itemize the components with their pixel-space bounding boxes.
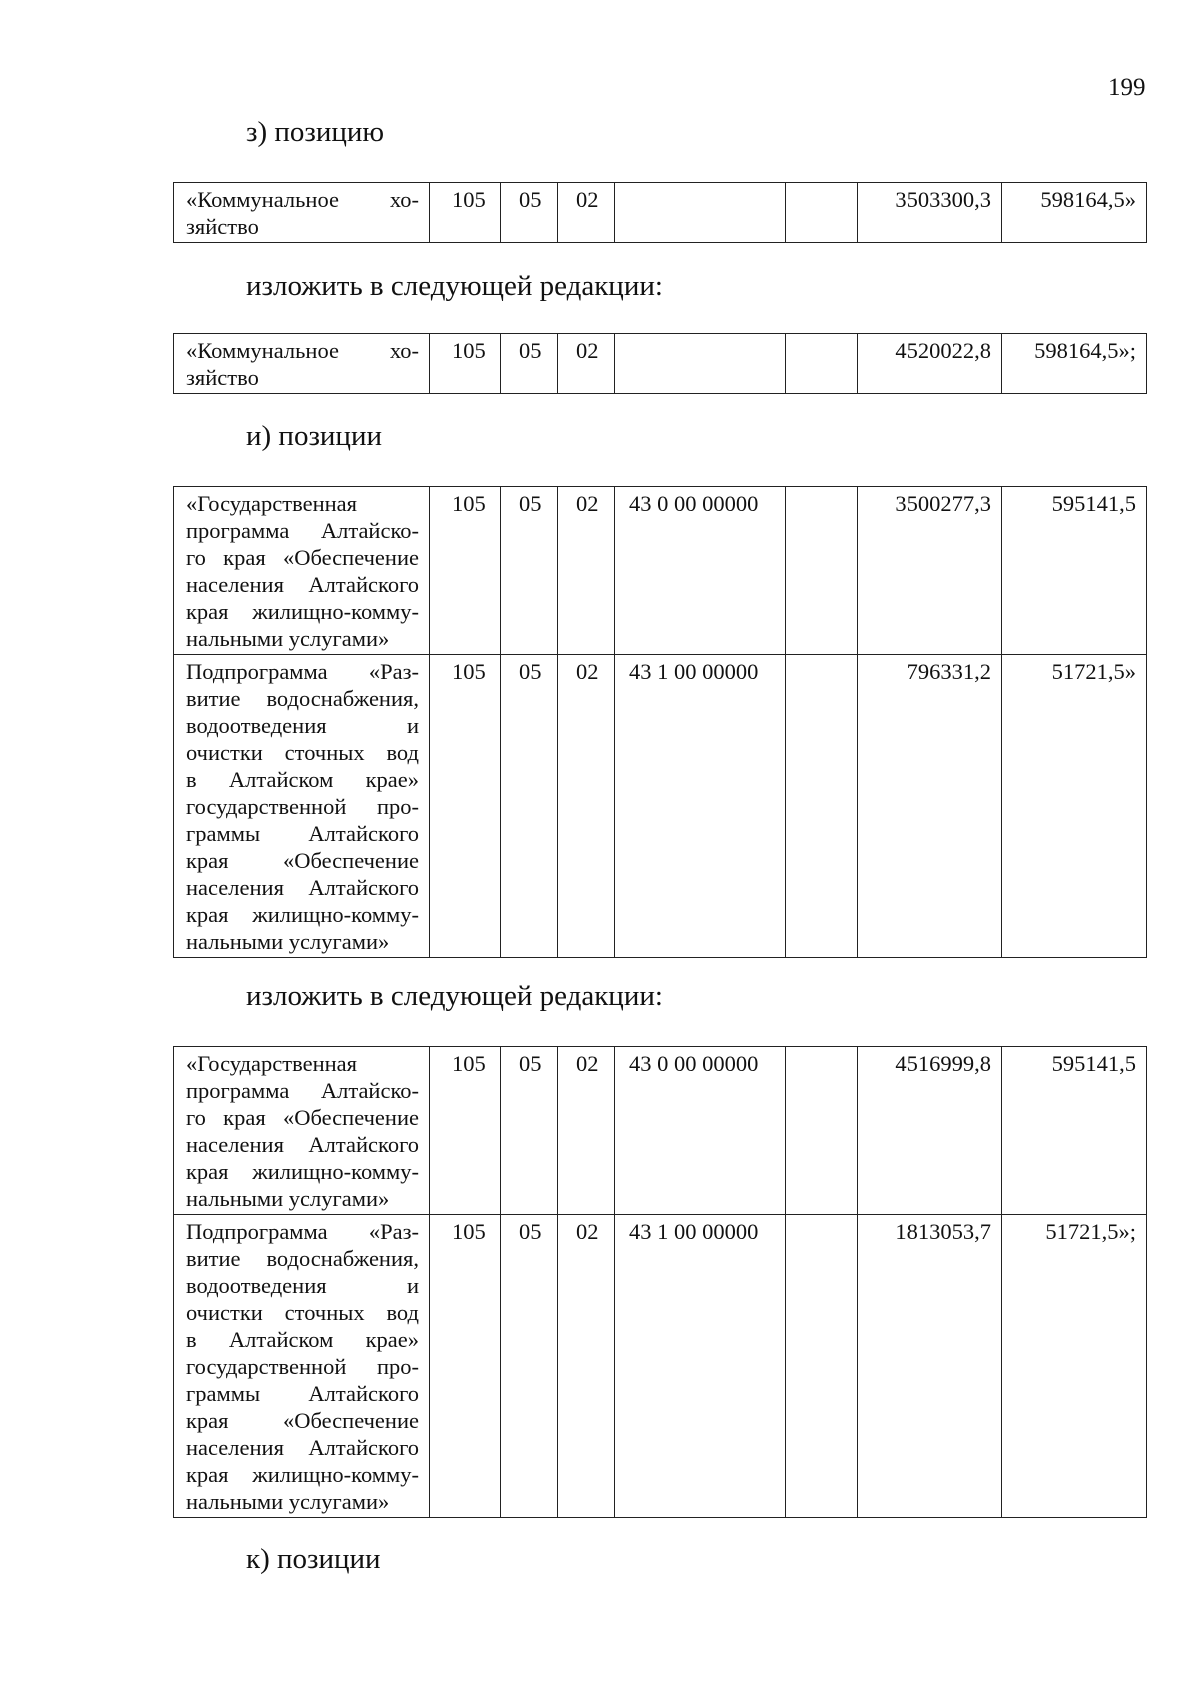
position-name-line: края жилищно-комму- — [186, 1462, 419, 1487]
budget-table — [173, 333, 1147, 394]
section-code-cell: 05 — [501, 487, 558, 655]
position-name-line: программа Алтайско- — [186, 1078, 419, 1103]
position-name-cell — [174, 183, 430, 243]
position-name-line: нальными услугами» — [186, 929, 390, 954]
position-name-line: витие водоснабжения, — [186, 686, 419, 711]
table-row — [174, 1215, 1147, 1518]
section-heading: изложить в следующей редакции: — [246, 270, 663, 302]
position-name-line: государственной про- — [186, 794, 419, 819]
section-code-cell: 05 — [501, 1215, 558, 1518]
section-heading: и) позиции — [246, 420, 382, 452]
position-name-line: водоотведения и — [186, 713, 419, 738]
budget-table — [173, 1046, 1147, 1518]
expense-type-cell — [786, 334, 858, 394]
amount-federal-cell: 595141,5 — [1002, 487, 1147, 655]
position-name-line: края жилищно-комму- — [186, 902, 419, 927]
section-heading: к) позиции — [246, 1543, 381, 1575]
page-number: 199 — [1108, 74, 1146, 101]
ministry-code-cell: 105 — [430, 655, 501, 958]
position-name-line: очистки сточных вод — [186, 740, 419, 765]
amount-total-cell: 3500277,3 — [858, 487, 1002, 655]
position-name-line: водоотведения и — [186, 1273, 419, 1298]
position-name-cell — [174, 1215, 430, 1518]
position-name-line: «Коммунальное хо- — [186, 187, 419, 212]
expense-type-cell — [786, 655, 858, 958]
section-heading: изложить в следующей редакции: — [246, 980, 663, 1012]
amount-total-cell: 3503300,3 — [858, 183, 1002, 243]
amount-federal-cell: 51721,5»; — [1002, 1215, 1147, 1518]
position-name-line: края «Обеспечение — [186, 848, 419, 873]
position-name-line: края «Обеспечение — [186, 1408, 419, 1433]
position-name-line: Подпрограмма «Раз- — [186, 659, 419, 684]
expense-type-cell — [786, 183, 858, 243]
position-name-line: Подпрограмма «Раз- — [186, 1219, 419, 1244]
target-article-cell — [615, 183, 786, 243]
position-name-line: населения Алтайского — [186, 572, 419, 597]
target-article-cell: 43 0 00 00000 — [615, 487, 786, 655]
target-article-cell: 43 1 00 00000 — [615, 655, 786, 958]
subsection-code-cell: 02 — [558, 655, 615, 958]
position-name-line: нальными услугами» — [186, 1489, 390, 1514]
position-name-line: в Алтайском крае» — [186, 767, 419, 792]
section-code-cell: 05 — [501, 655, 558, 958]
position-name-line: населения Алтайского — [186, 1435, 419, 1460]
position-name-line: граммы Алтайского — [186, 1381, 419, 1406]
expense-type-cell — [786, 487, 858, 655]
table-row — [174, 655, 1147, 958]
table-row — [174, 183, 1147, 243]
position-name-line: края жилищно-комму- — [186, 599, 419, 624]
position-name-cell — [174, 1047, 430, 1215]
expense-type-cell — [786, 1215, 858, 1518]
ministry-code-cell: 105 — [430, 487, 501, 655]
section-code-cell: 05 — [501, 334, 558, 394]
subsection-code-cell: 02 — [558, 1215, 615, 1518]
table-row — [174, 334, 1147, 394]
position-name-line: витие водоснабжения, — [186, 1246, 419, 1271]
subsection-code-cell: 02 — [558, 1047, 615, 1215]
position-name-line: населения Алтайского — [186, 1132, 419, 1157]
position-name-line: в Алтайском крае» — [186, 1327, 419, 1352]
position-name-line: населения Алтайского — [186, 875, 419, 900]
target-article-cell: 43 1 00 00000 — [615, 1215, 786, 1518]
budget-table — [173, 182, 1147, 243]
table-row — [174, 487, 1147, 655]
position-name-line: зяйство — [186, 365, 259, 390]
position-name-line: «Коммунальное хо- — [186, 338, 419, 363]
position-name-cell — [174, 655, 430, 958]
ministry-code-cell: 105 — [430, 334, 501, 394]
position-name-line: программа Алтайско- — [186, 518, 419, 543]
amount-federal-cell: 51721,5» — [1002, 655, 1147, 958]
position-name-cell — [174, 487, 430, 655]
position-name-line: государственной про- — [186, 1354, 419, 1379]
amount-total-cell: 4516999,8 — [858, 1047, 1002, 1215]
position-name-line: очистки сточных вод — [186, 1300, 419, 1325]
section-code-cell: 05 — [501, 183, 558, 243]
subsection-code-cell: 02 — [558, 334, 615, 394]
target-article-cell: 43 0 00 00000 — [615, 1047, 786, 1215]
section-heading: з) позицию — [246, 116, 385, 148]
position-name-line: края жилищно-комму- — [186, 1159, 419, 1184]
section-code-cell: 05 — [501, 1047, 558, 1215]
ministry-code-cell: 105 — [430, 183, 501, 243]
position-name-line: го края «Обеспечение — [186, 1105, 419, 1130]
subsection-code-cell: 02 — [558, 487, 615, 655]
position-name-line: го края «Обеспечение — [186, 545, 419, 570]
table-row — [174, 1047, 1147, 1215]
target-article-cell — [615, 334, 786, 394]
position-name-line: нальными услугами» — [186, 1186, 390, 1211]
amount-total-cell: 1813053,7 — [858, 1215, 1002, 1518]
ministry-code-cell: 105 — [430, 1215, 501, 1518]
budget-table — [173, 486, 1147, 958]
ministry-code-cell: 105 — [430, 1047, 501, 1215]
position-name-line: нальными услугами» — [186, 626, 390, 651]
expense-type-cell — [786, 1047, 858, 1215]
position-name-line: граммы Алтайского — [186, 821, 419, 846]
position-name-line: «Государственная — [186, 491, 358, 516]
amount-federal-cell: 595141,5 — [1002, 1047, 1147, 1215]
subsection-code-cell: 02 — [558, 183, 615, 243]
position-name-line: зяйство — [186, 214, 259, 239]
position-name-cell — [174, 334, 430, 394]
amount-federal-cell: 598164,5» — [1002, 183, 1147, 243]
amount-total-cell: 796331,2 — [858, 655, 1002, 958]
amount-total-cell: 4520022,8 — [858, 334, 1002, 394]
amount-federal-cell: 598164,5»; — [1002, 334, 1147, 394]
position-name-line: «Государственная — [186, 1051, 358, 1076]
